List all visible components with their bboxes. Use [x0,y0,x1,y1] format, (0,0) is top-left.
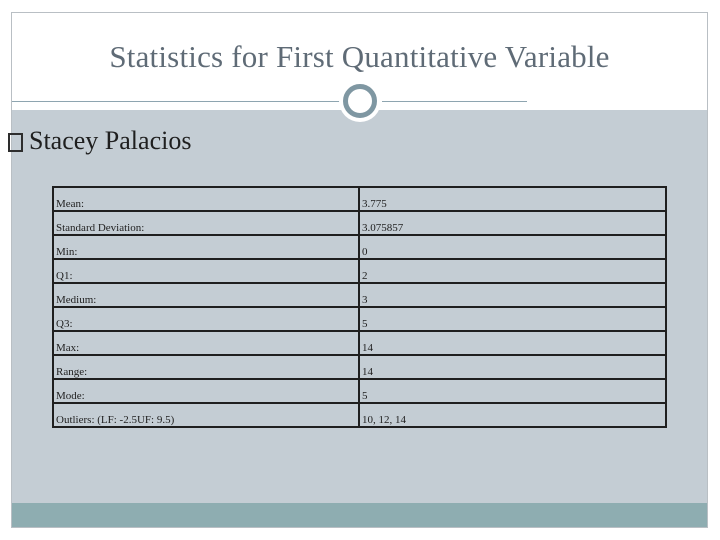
table-row [53,259,666,283]
stat-value: 3.775 [359,187,666,211]
stat-value: 14 [359,355,666,379]
stat-value: 5 [359,379,666,403]
slide-title: Statistics for First Quantitative Variable [109,39,610,74]
table-row [53,355,666,379]
table-row [53,211,666,235]
stat-value: 3.075857 [359,211,666,235]
stat-value: 0 [359,235,666,259]
footer-bar [12,503,707,527]
stat-label: Q3: [53,307,359,331]
stat-label: Outliers: (LF: -2.5UF: 9.5) [53,403,359,427]
stat-value: 2 [359,259,666,283]
stat-value: 3 [359,283,666,307]
bullet-box-icon [8,133,23,152]
stats-table [52,186,667,428]
table-row [53,235,666,259]
table-row [53,379,666,403]
table-row [53,187,666,211]
title-divider-right [382,101,527,102]
stat-value: 10, 12, 14 [359,403,666,427]
stat-label: Standard Deviation: [53,211,359,235]
stat-label: Range: [53,355,359,379]
stat-label: Mode: [53,379,359,403]
stat-value: 5 [359,307,666,331]
stat-label: Medium: [53,283,359,307]
stat-label: Q1: [53,259,359,283]
stat-label: Mean: [53,187,359,211]
stat-value: 14 [359,331,666,355]
ring-inner [343,84,377,118]
ring-ornament-icon [339,80,381,122]
table-row [53,403,666,427]
bullet-text: Stacey Palacios [29,126,192,155]
stat-label: Max: [53,331,359,355]
table-row [53,283,666,307]
bullet-item [8,124,191,158]
title-divider-left [12,101,342,102]
stat-label: Min: [53,235,359,259]
table-row [53,307,666,331]
table-row [53,331,666,355]
